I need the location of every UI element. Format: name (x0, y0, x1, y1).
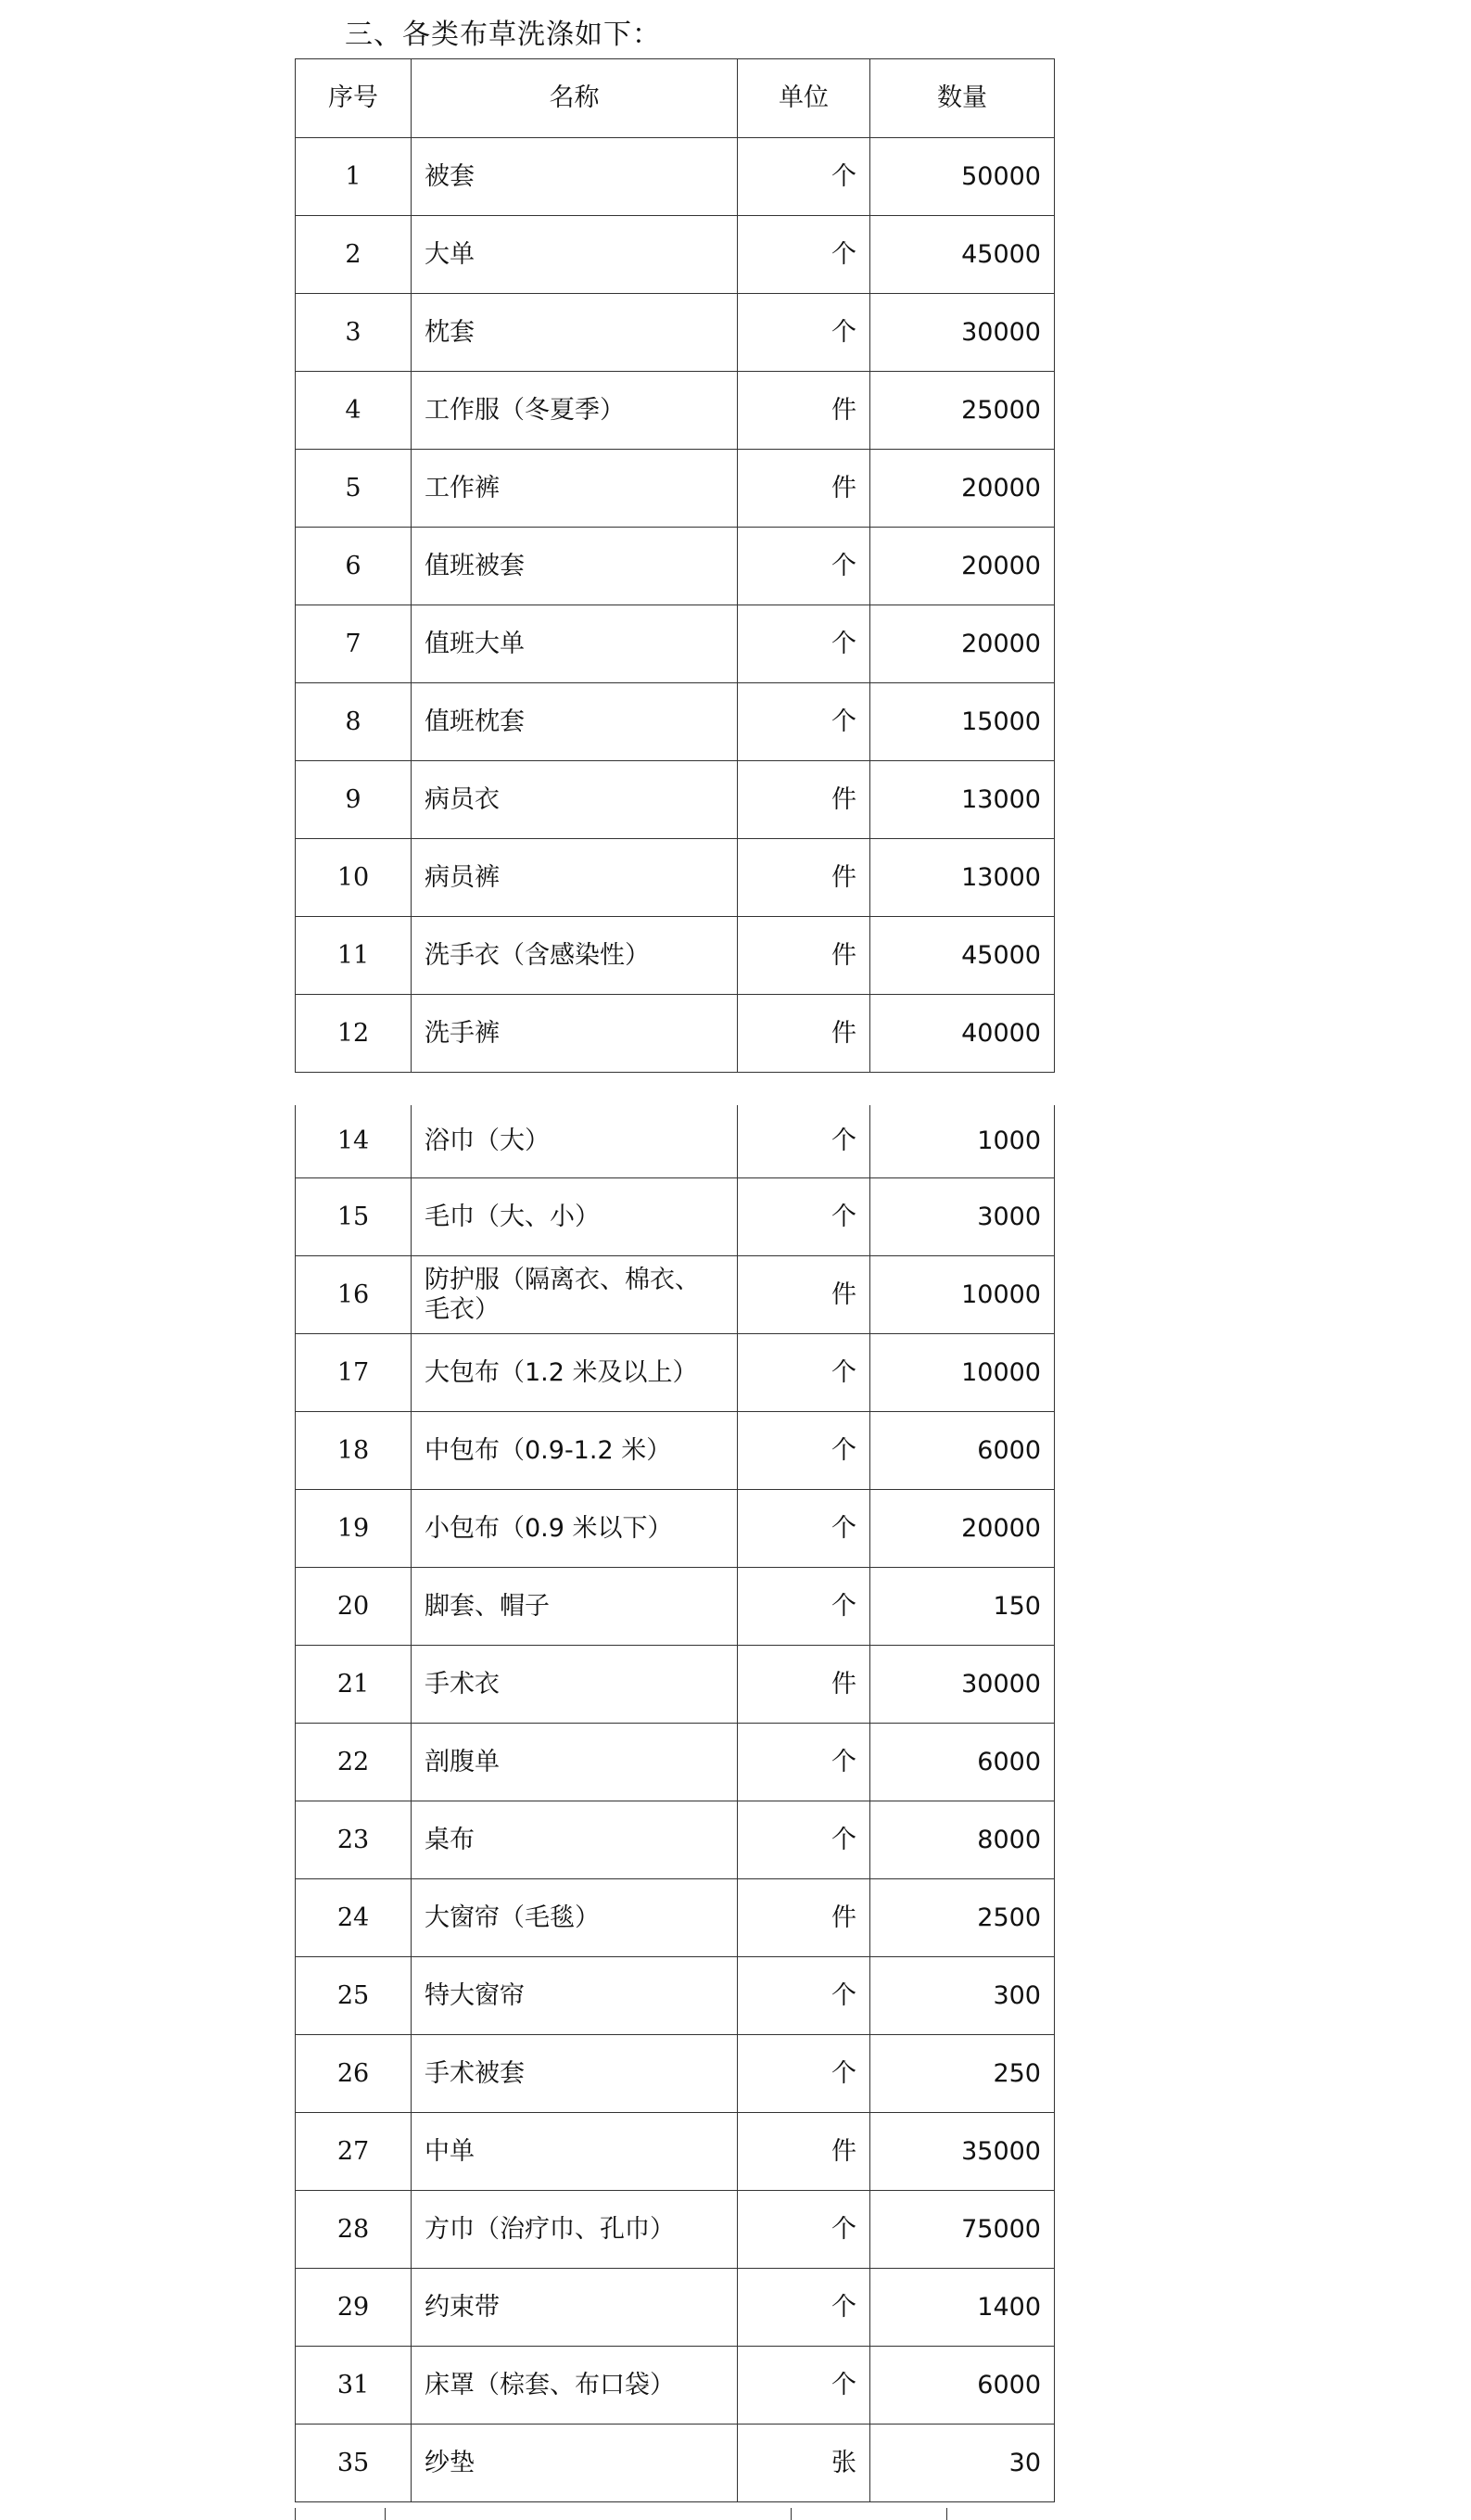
table-row (296, 138, 1055, 216)
row-qty: 45000 (870, 917, 1055, 995)
row-no: 2 (296, 216, 412, 294)
row-name: 毛巾（大、小） (412, 1178, 738, 1256)
row-unit: 件 (738, 917, 870, 995)
table-row (296, 1256, 1055, 1334)
table-row (296, 2347, 1055, 2425)
row-name: 值班枕套 (412, 683, 738, 761)
row-no: 19 (296, 1490, 412, 1568)
row-no: 16 (296, 1256, 412, 1334)
row-qty: 30 (870, 2425, 1055, 2502)
row-unit: 件 (738, 1256, 870, 1334)
row-qty: 2500 (870, 1879, 1055, 1957)
row-unit: 个 (738, 1724, 870, 1801)
table-header-row (296, 59, 1055, 138)
row-unit: 个 (738, 1490, 870, 1568)
row-qty: 20000 (870, 605, 1055, 683)
row-unit: 个 (738, 528, 870, 605)
table-row (296, 2269, 1055, 2347)
row-qty: 20000 (870, 450, 1055, 528)
row-no: 5 (296, 450, 412, 528)
row-qty: 6000 (870, 2347, 1055, 2425)
table-row (296, 2035, 1055, 2113)
row-qty: 1000 (870, 1105, 1055, 1178)
row-name: 纱垫 (412, 2425, 738, 2502)
row-no: 29 (296, 2269, 412, 2347)
row-no: 10 (296, 839, 412, 917)
table-row (296, 1490, 1055, 1568)
table-row (296, 294, 1055, 372)
row-unit: 个 (738, 1412, 870, 1490)
row-name: 桌布 (412, 1801, 738, 1879)
table-row (296, 1957, 1055, 2035)
table-row (296, 1879, 1055, 1957)
table-row (296, 1568, 1055, 1646)
row-no: 25 (296, 1957, 412, 2035)
table-row (296, 2191, 1055, 2269)
row-qty: 20000 (870, 528, 1055, 605)
header-unit: 单位 (738, 59, 870, 138)
table-row (296, 917, 1055, 995)
row-name: 洗手衣（含感染性） (412, 917, 738, 995)
table-row (296, 1105, 1055, 1178)
table-row (296, 216, 1055, 294)
row-name: 中包布（0.9-1.2 米） (412, 1412, 738, 1490)
row-unit: 件 (738, 839, 870, 917)
row-qty: 6000 (870, 1412, 1055, 1490)
table-row (296, 605, 1055, 683)
row-name: 方巾（治疗巾、孔巾） (412, 2191, 738, 2269)
row-unit: 件 (738, 761, 870, 839)
row-unit: 个 (738, 605, 870, 683)
table-row (296, 2425, 1055, 2502)
section-heading: 三、各类布草洗涤如下： (345, 19, 661, 51)
row-name: 小包布（0.9 米以下） (412, 1490, 738, 1568)
row-no: 14 (296, 1105, 412, 1178)
row-qty: 1400 (870, 2269, 1055, 2347)
table-row (296, 761, 1055, 839)
row-name: 值班被套 (412, 528, 738, 605)
row-qty: 30000 (870, 1646, 1055, 1724)
row-qty: 20000 (870, 1490, 1055, 1568)
row-unit: 件 (738, 1879, 870, 1957)
table-row (296, 1178, 1055, 1256)
table-row (296, 1334, 1055, 1412)
row-qty: 3000 (870, 1178, 1055, 1256)
row-qty: 15000 (870, 683, 1055, 761)
table-row (296, 683, 1055, 761)
row-qty: 50000 (870, 138, 1055, 216)
row-unit: 个 (738, 2035, 870, 2113)
row-unit: 个 (738, 216, 870, 294)
row-unit: 件 (738, 450, 870, 528)
row-qty: 25000 (870, 372, 1055, 450)
table-row (296, 2113, 1055, 2191)
row-name: 病员裤 (412, 839, 738, 917)
row-unit: 个 (738, 1568, 870, 1646)
row-qty: 300 (870, 1957, 1055, 2035)
linen-table-part-2 (295, 1105, 1055, 2502)
row-no: 21 (296, 1646, 412, 1724)
table-row (296, 1724, 1055, 1801)
row-unit: 个 (738, 1334, 870, 1412)
table-row (296, 1801, 1055, 1879)
row-no: 7 (296, 605, 412, 683)
row-unit: 个 (738, 683, 870, 761)
row-unit: 个 (738, 138, 870, 216)
table-row (296, 1646, 1055, 1724)
row-no: 1 (296, 138, 412, 216)
table-row (296, 450, 1055, 528)
row-no: 3 (296, 294, 412, 372)
row-name: 脚套、帽子 (412, 1568, 738, 1646)
row-no: 31 (296, 2347, 412, 2425)
row-no: 27 (296, 2113, 412, 2191)
row-no: 24 (296, 1879, 412, 1957)
row-qty: 6000 (870, 1724, 1055, 1801)
row-no: 11 (296, 917, 412, 995)
table-row (296, 839, 1055, 917)
row-qty: 13000 (870, 839, 1055, 917)
header-no: 序号 (296, 59, 412, 138)
row-no: 22 (296, 1724, 412, 1801)
row-unit: 件 (738, 995, 870, 1073)
header-qty: 数量 (870, 59, 1055, 138)
row-name: 工作服（冬夏季） (412, 372, 738, 450)
row-qty: 13000 (870, 761, 1055, 839)
row-qty: 45000 (870, 216, 1055, 294)
row-unit: 个 (738, 2191, 870, 2269)
row-unit: 个 (738, 1801, 870, 1879)
row-name: 手术衣 (412, 1646, 738, 1724)
row-unit: 个 (738, 2269, 870, 2347)
row-unit: 件 (738, 1646, 870, 1724)
row-qty: 10000 (870, 1256, 1055, 1334)
row-unit: 个 (738, 2347, 870, 2425)
row-qty: 30000 (870, 294, 1055, 372)
row-no: 17 (296, 1334, 412, 1412)
row-name: 约束带 (412, 2269, 738, 2347)
table-row (296, 372, 1055, 450)
row-name: 病员衣 (412, 761, 738, 839)
row-name: 大单 (412, 216, 738, 294)
row-name: 枕套 (412, 294, 738, 372)
row-no: 20 (296, 1568, 412, 1646)
row-name: 床罩（棕套、布口袋） (412, 2347, 738, 2425)
row-unit: 件 (738, 372, 870, 450)
row-name: 浴巾（大） (412, 1105, 738, 1178)
row-name: 工作裤 (412, 450, 738, 528)
row-unit: 个 (738, 1957, 870, 2035)
row-qty: 75000 (870, 2191, 1055, 2269)
row-no: 26 (296, 2035, 412, 2113)
row-unit: 个 (738, 1178, 870, 1256)
row-name: 手术被套 (412, 2035, 738, 2113)
row-no: 35 (296, 2425, 412, 2502)
row-name: 中单 (412, 2113, 738, 2191)
row-name: 剖腹单 (412, 1724, 738, 1801)
row-no: 4 (296, 372, 412, 450)
header-name: 名称 (412, 59, 738, 138)
linen-table-part-1 (295, 58, 1055, 1073)
row-no: 12 (296, 995, 412, 1073)
table-row (296, 995, 1055, 1073)
row-no: 9 (296, 761, 412, 839)
row-name: 防护服（隔离衣、棉衣、毛衣） (412, 1256, 738, 1334)
row-name: 特大窗帘 (412, 1957, 738, 2035)
table-row (296, 528, 1055, 605)
row-unit: 个 (738, 294, 870, 372)
row-qty: 8000 (870, 1801, 1055, 1879)
row-unit: 件 (738, 2113, 870, 2191)
row-unit: 个 (738, 1105, 870, 1178)
row-no: 8 (296, 683, 412, 761)
row-qty: 40000 (870, 995, 1055, 1073)
row-no: 18 (296, 1412, 412, 1490)
row-name: 洗手裤 (412, 995, 738, 1073)
row-qty: 150 (870, 1568, 1055, 1646)
row-name: 被套 (412, 138, 738, 216)
table-row (296, 1412, 1055, 1490)
row-no: 6 (296, 528, 412, 605)
row-no: 23 (296, 1801, 412, 1879)
row-unit: 张 (738, 2425, 870, 2502)
row-qty: 250 (870, 2035, 1055, 2113)
row-no: 15 (296, 1178, 412, 1256)
row-no: 28 (296, 2191, 412, 2269)
row-name: 大窗帘（毛毯） (412, 1879, 738, 1957)
row-qty: 35000 (870, 2113, 1055, 2191)
row-qty: 10000 (870, 1334, 1055, 1412)
row-name: 值班大单 (412, 605, 738, 683)
row-name: 大包布（1.2 米及以上） (412, 1334, 738, 1412)
table-continuation (295, 2508, 947, 2520)
